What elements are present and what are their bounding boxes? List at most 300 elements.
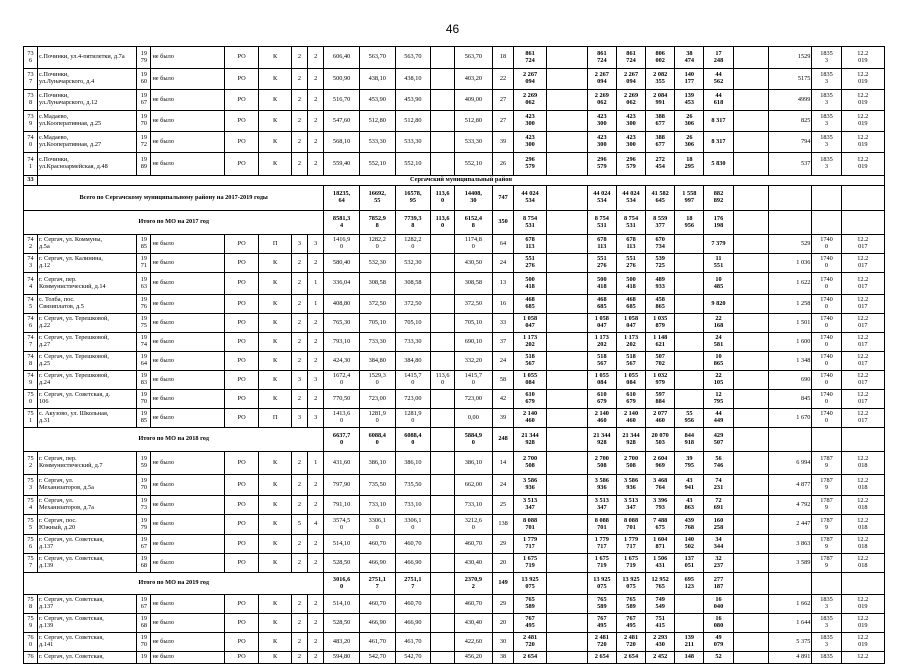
table-cell: 733,30 — [395, 333, 431, 352]
table-cell: г. Сергач, ул. Советская, — [38, 652, 137, 664]
subtotal-cell — [769, 573, 812, 595]
table-cell: 2 447 — [769, 515, 812, 535]
table-cell: 52 — [704, 652, 733, 664]
subtotal-cell: 8 754 531 — [514, 211, 546, 235]
table-cell: 3 513 347 — [616, 496, 645, 515]
table-cell: не было — [151, 235, 224, 254]
table-cell — [546, 496, 587, 515]
table-cell — [733, 314, 769, 333]
table-cell: РО — [224, 273, 259, 295]
table-cell: РО — [224, 633, 259, 652]
table-cell — [733, 69, 769, 90]
table-cell: К — [259, 515, 291, 535]
table-cell — [431, 515, 455, 535]
table-cell: 4 891 — [769, 652, 812, 664]
table-cell: К — [259, 633, 291, 652]
subtotal-cell: 41 582 645 — [646, 186, 675, 211]
table-cell: 2 604 969 — [646, 452, 675, 475]
table-cell: 568,10 — [324, 132, 360, 153]
table-cell: 73 9 — [24, 111, 38, 132]
table-cell: 2 481 720 — [587, 633, 616, 652]
table-cell — [546, 314, 587, 333]
subtotal-cell: 18235, 64 — [324, 186, 360, 211]
table-cell: 75 1 — [24, 409, 38, 428]
table-cell: К — [259, 273, 291, 295]
table-cell: 3306,1 0 — [395, 515, 431, 535]
table-cell: 18 295 — [675, 153, 704, 176]
table-cell: 597 884 — [646, 390, 675, 409]
table-cell: 64 — [492, 235, 514, 254]
table-cell: 2 267 094 — [514, 69, 546, 90]
table-cell: с.Мадаево, ул.Кооперативная, д.25 — [38, 111, 137, 132]
table-cell: 75 4 — [24, 496, 38, 515]
table-cell: 12.2 019 — [841, 47, 884, 69]
subtotal-cell — [769, 186, 812, 211]
table-cell: 73 8 — [24, 90, 38, 111]
table-cell: 563,70 — [395, 47, 431, 69]
table-cell — [733, 390, 769, 409]
table-cell: 12 795 — [704, 390, 733, 409]
table-cell: 12.2 019 — [841, 614, 884, 633]
subtotal-cell — [812, 186, 841, 211]
table-cell: 1 662 — [769, 595, 812, 614]
table-cell: 529 — [769, 235, 812, 254]
table-cell: 2 481 720 — [616, 633, 645, 652]
table-cell: 1282,2 0 — [395, 235, 431, 254]
table-cell — [431, 111, 455, 132]
table-cell: 19 70 — [137, 475, 151, 496]
table-cell: 2 — [291, 333, 307, 352]
subtotal-cell: 21 344 928 — [616, 428, 645, 452]
table-cell: 140 177 — [675, 69, 704, 90]
table-cell: 3574,5 0 — [324, 515, 360, 535]
table-cell: 1787 9 — [812, 535, 841, 554]
table-row — [24, 295, 885, 314]
table-cell — [675, 333, 704, 352]
table-cell: 372,50 — [454, 295, 492, 314]
table-cell — [546, 254, 587, 273]
table-cell: 10 485 — [704, 273, 733, 295]
table-cell: г. Сергач, пос. Южный, д.20 — [38, 515, 137, 535]
table-cell: 74 0 — [24, 132, 38, 153]
table-cell: 74 2 — [24, 235, 38, 254]
table-cell: 2 267 094 — [587, 69, 616, 90]
table-cell: 514,10 — [324, 535, 360, 554]
table-row — [24, 153, 885, 176]
table-cell: 514,10 — [324, 595, 360, 614]
table-cell: 5 375 — [769, 633, 812, 652]
table-cell — [546, 614, 587, 633]
table-cell: 2 084 991 — [646, 90, 675, 111]
table-cell: 19 71 — [137, 254, 151, 273]
table-cell — [546, 554, 587, 573]
table-cell: РО — [224, 535, 259, 554]
table-cell: 49 079 — [704, 633, 733, 652]
table-cell: РО — [224, 295, 259, 314]
table-cell: 1787 9 — [812, 452, 841, 475]
table-cell: 678 113 — [587, 235, 616, 254]
table-cell: 296 579 — [616, 153, 645, 176]
table-cell: 3 — [308, 235, 324, 254]
table-cell: 74 1 — [24, 153, 38, 176]
table-cell — [546, 409, 587, 428]
table-cell: 1 058 047 — [514, 314, 546, 333]
table-cell — [431, 153, 455, 176]
table-cell: 19 85 — [137, 235, 151, 254]
table-cell: не было — [151, 496, 224, 515]
table-cell: 1 600 — [769, 333, 812, 352]
table-cell — [431, 235, 455, 254]
table-cell — [733, 111, 769, 132]
table-cell — [733, 273, 769, 295]
table-cell: К — [259, 352, 291, 371]
table-cell: 1 501 — [769, 314, 812, 333]
table-row — [24, 254, 885, 273]
table-cell: 861 724 — [616, 47, 645, 69]
table-cell: г. Сергач, ул. Советская, д.137 — [38, 595, 137, 614]
table-cell: 4 — [308, 515, 324, 535]
table-cell: 678 113 — [616, 235, 645, 254]
table-cell: К — [259, 452, 291, 475]
table-cell: К — [259, 595, 291, 614]
table-cell: 2 — [308, 132, 324, 153]
table-cell — [733, 295, 769, 314]
table-cell: 765 589 — [514, 595, 546, 614]
table-cell: 12.2 019 — [841, 595, 884, 614]
table-cell: 533,30 — [454, 132, 492, 153]
table-cell: 19 74 — [137, 333, 151, 352]
table-cell: 2 — [291, 90, 307, 111]
table-row — [24, 409, 885, 428]
table-cell: К — [259, 254, 291, 273]
subtotal-cell: 844 918 — [675, 428, 704, 452]
table-cell: 38 — [492, 652, 514, 664]
table-cell: 1835 3 — [812, 90, 841, 111]
table-cell: 516,70 — [324, 90, 360, 111]
table-cell: П — [259, 235, 291, 254]
table-cell: не было — [151, 614, 224, 633]
table-cell: 1835 3 — [812, 111, 841, 132]
table-cell: 74 3 — [24, 254, 38, 273]
subtotal-cell: 13 925 075 — [587, 573, 616, 595]
table-cell: 2 452 — [646, 652, 675, 664]
table-cell: 8 317 — [704, 111, 733, 132]
housing-register-table — [23, 46, 885, 664]
table-row — [24, 390, 885, 409]
table-cell: 73 7 — [24, 69, 38, 90]
table-cell: 44 449 — [704, 409, 733, 428]
table-cell: 12.2 017 — [841, 235, 884, 254]
subtotal-cell — [812, 573, 841, 595]
table-cell: 594,80 — [324, 652, 360, 664]
subtotal-cell: 5884,9 0 — [454, 428, 492, 452]
table-cell: 533,30 — [395, 132, 431, 153]
table-cell: 113,6 0 — [431, 371, 455, 390]
subtotal-cell: 6088,4 0 — [359, 428, 395, 452]
subtotal-cell: 12 952 765 — [646, 573, 675, 595]
table-cell: 12.2 017 — [841, 333, 884, 352]
table-cell: 5 — [291, 515, 307, 535]
table-cell — [546, 273, 587, 295]
table-cell: 3 — [291, 371, 307, 390]
table-row — [24, 273, 885, 295]
table-cell: не было — [151, 652, 224, 664]
table-cell: 20 — [492, 614, 514, 633]
subtotal-cell: 44 024 534 — [587, 186, 616, 211]
table-cell: 42 — [492, 390, 514, 409]
table-cell: РО — [224, 496, 259, 515]
table-cell: не было — [151, 595, 224, 614]
table-cell: 1281,9 0 — [395, 409, 431, 428]
subtotal-label: Всего по Сергачскому муниципальному району на 2017-2019 годы — [24, 186, 324, 211]
table-cell: 1 670 — [769, 409, 812, 428]
table-cell: 1740 0 — [812, 371, 841, 390]
table-cell: 39 — [492, 132, 514, 153]
table-cell — [546, 633, 587, 652]
table-cell: 19 76 — [137, 295, 151, 314]
table-cell: не было — [151, 47, 224, 69]
table-cell: не было — [151, 633, 224, 652]
table-cell — [546, 235, 587, 254]
table-cell: 424,30 — [324, 352, 360, 371]
table-cell: 2 — [291, 614, 307, 633]
table-cell: 29 — [492, 595, 514, 614]
table-cell: не было — [151, 295, 224, 314]
table-cell: 4999 — [769, 90, 812, 111]
table-cell: К — [259, 652, 291, 664]
table-cell: 19 60 — [137, 69, 151, 90]
table-cell: 19 63 — [137, 273, 151, 295]
table-cell: 12.2 — [841, 652, 884, 664]
table-cell: РО — [224, 371, 259, 390]
table-cell: 74 9 — [24, 371, 38, 390]
table-cell: 1 036 — [769, 254, 812, 273]
table-cell: 14 — [492, 452, 514, 475]
table-cell: 2 — [308, 333, 324, 352]
subtotal-cell: 2370,9 2 — [454, 573, 492, 595]
table-cell — [733, 595, 769, 614]
table-cell: 2 269 062 — [514, 90, 546, 111]
table-cell: г. Сергач, ул. Советская, д.141 — [38, 633, 137, 652]
table-cell — [675, 390, 704, 409]
table-cell: 3 863 — [769, 535, 812, 554]
table-cell: 466,90 — [395, 614, 431, 633]
table-cell: 5175 — [769, 69, 812, 90]
table-cell: 2 700 508 — [514, 452, 546, 475]
table-cell: 44 618 — [704, 90, 733, 111]
table-cell: 563,70 — [454, 47, 492, 69]
table-cell: 24 581 — [704, 333, 733, 352]
table-cell: РО — [224, 153, 259, 176]
table-cell: 308,58 — [359, 273, 395, 295]
table-cell: К — [259, 132, 291, 153]
table-cell: 2 — [291, 496, 307, 515]
table-cell — [431, 47, 455, 69]
table-cell: 10 865 — [704, 352, 733, 371]
table-cell — [733, 515, 769, 535]
subtotal-cell — [546, 211, 587, 235]
subtotal-cell: 6088,4 0 — [395, 428, 431, 452]
table-cell: 806 002 — [646, 47, 675, 69]
table-cell: 1835 3 — [812, 633, 841, 652]
table-cell: 423 300 — [587, 132, 616, 153]
table-cell: 33 — [492, 314, 514, 333]
table-cell — [546, 535, 587, 554]
table-row — [24, 535, 885, 554]
table-cell: 670 734 — [646, 235, 675, 254]
table-cell: с.Починки, ул.4-пятилетки, д.7а — [38, 47, 137, 69]
subtotal-cell: 6152,4 8 — [454, 211, 492, 235]
subtotal-cell — [431, 573, 455, 595]
table-cell: 580,40 — [324, 254, 360, 273]
table-cell: с.Мадаево, ул.Кооперативная, д.27 — [38, 132, 137, 153]
table-cell: 386,10 — [395, 452, 431, 475]
table-cell: 26 — [492, 153, 514, 176]
table-cell: 1 675 719 — [514, 554, 546, 573]
table-cell: К — [259, 390, 291, 409]
table-cell: 27 — [492, 111, 514, 132]
table-cell: 73 6 — [24, 47, 38, 69]
table-cell: 518 567 — [587, 352, 616, 371]
table-cell: 7 488 675 — [646, 515, 675, 535]
table-cell: не было — [151, 515, 224, 535]
table-cell: 512,80 — [454, 111, 492, 132]
table-cell: 500 418 — [514, 273, 546, 295]
table-cell: 765 589 — [587, 595, 616, 614]
table-row — [24, 652, 885, 664]
table-cell: 3 586 936 — [587, 475, 616, 496]
table-cell: 2 — [291, 352, 307, 371]
table-cell: 11 551 — [704, 254, 733, 273]
table-cell: 2 654 — [587, 652, 616, 664]
subtotal-cell: 8 754 531 — [587, 211, 616, 235]
table-cell: РО — [224, 314, 259, 333]
subtotal-cell — [769, 428, 812, 452]
table-cell: 12.2 017 — [841, 314, 884, 333]
table-cell: К — [259, 614, 291, 633]
table-cell — [733, 235, 769, 254]
table-cell: 308,58 — [454, 273, 492, 295]
table-cell — [546, 111, 587, 132]
subtotal-cell: 44 024 534 — [616, 186, 645, 211]
table-cell: 1835 3 — [812, 153, 841, 176]
table-cell: г. Сергач, ул. Терешковой, д.24 — [38, 371, 137, 390]
table-cell: 483,20 — [324, 633, 360, 652]
subtotal-cell: 429 507 — [704, 428, 733, 452]
page-number: 46 — [445, 22, 460, 36]
table-cell — [733, 254, 769, 273]
table-cell: 4 792 — [769, 496, 812, 515]
subtotal-cell — [812, 428, 841, 452]
table-cell: 1 035 879 — [646, 314, 675, 333]
table-cell: 13 — [492, 273, 514, 295]
table-cell: 26 306 — [675, 111, 704, 132]
table-cell: 140 502 — [675, 535, 704, 554]
table-row — [24, 111, 885, 132]
table-cell — [546, 390, 587, 409]
table-cell: 26 306 — [675, 132, 704, 153]
table-cell: 1 — [308, 273, 324, 295]
table-cell: 19 89 — [137, 153, 151, 176]
table-cell: 551 276 — [514, 254, 546, 273]
table-cell: 606,40 — [324, 47, 360, 69]
subtotal-cell — [546, 186, 587, 211]
table-cell: РО — [224, 333, 259, 352]
table-cell: 793,10 — [324, 333, 360, 352]
table-cell: 1740 0 — [812, 352, 841, 371]
table-cell: г. Сергач, ул. Советская, д.139 — [38, 614, 137, 633]
table-cell: 532,30 — [359, 254, 395, 273]
table-cell: 74 6 — [24, 314, 38, 333]
subtotal-cell: 13 925 075 — [514, 573, 546, 595]
table-cell — [675, 614, 704, 633]
table-cell: 751 415 — [646, 614, 675, 633]
table-cell: 74 231 — [704, 475, 733, 496]
subtotal-cell: 176 198 — [704, 211, 733, 235]
table-cell: 1835 3 — [812, 69, 841, 90]
table-cell: 75 9 — [24, 614, 38, 633]
table-cell — [546, 352, 587, 371]
table-cell: 403,20 — [454, 69, 492, 90]
table-cell: 19 85 — [137, 409, 151, 428]
table-cell: не было — [151, 475, 224, 496]
table-cell: не было — [151, 352, 224, 371]
table-cell: 489 933 — [646, 273, 675, 295]
table-cell: 2 — [291, 69, 307, 90]
table-cell: 16 080 — [704, 614, 733, 633]
table-cell: 662,00 — [454, 475, 492, 496]
subtotal-cell: 2751,1 7 — [395, 573, 431, 595]
table-cell: 332,20 — [454, 352, 492, 371]
table-cell: 386,10 — [454, 452, 492, 475]
table-cell: 1 675 719 — [587, 554, 616, 573]
subtotal-cell: 8 754 531 — [616, 211, 645, 235]
table-cell: 3 513 347 — [514, 496, 546, 515]
district-number: 33 — [24, 176, 38, 186]
table-cell: 1835 — [812, 652, 841, 664]
table-cell: 466,90 — [359, 614, 395, 633]
subtotal-cell: 8581,3 4 — [324, 211, 360, 235]
table-cell: 4 877 — [769, 475, 812, 496]
subtotal-label: Итого по МО на 2017 год — [24, 211, 324, 235]
table-cell — [675, 295, 704, 314]
table-row — [24, 515, 885, 535]
table-cell — [733, 352, 769, 371]
table-row — [24, 47, 885, 69]
table-cell — [733, 633, 769, 652]
subtotal-cell: 277 187 — [704, 573, 733, 595]
table-cell: К — [259, 496, 291, 515]
table-cell: РО — [224, 352, 259, 371]
table-cell: 44 562 — [704, 69, 733, 90]
table-cell: 19 70 — [137, 111, 151, 132]
table-cell: 296 579 — [587, 153, 616, 176]
table-cell: РО — [224, 254, 259, 273]
table-cell: 2 — [291, 47, 307, 69]
table-cell: 19 70 — [137, 390, 151, 409]
table-cell: 7 379 — [704, 235, 733, 254]
table-cell: 1787 9 — [812, 515, 841, 535]
subtotal-cell: 14408, 30 — [454, 186, 492, 211]
table-cell: 12.2 018 — [841, 452, 884, 475]
table-cell: 1740 0 — [812, 333, 841, 352]
table-cell: РО — [224, 452, 259, 475]
subtotal-cell: 113,6 0 — [431, 186, 455, 211]
table-cell: 74 5 — [24, 295, 38, 314]
table-cell — [431, 475, 455, 496]
subtotal-row — [24, 186, 885, 211]
table-cell — [546, 132, 587, 153]
